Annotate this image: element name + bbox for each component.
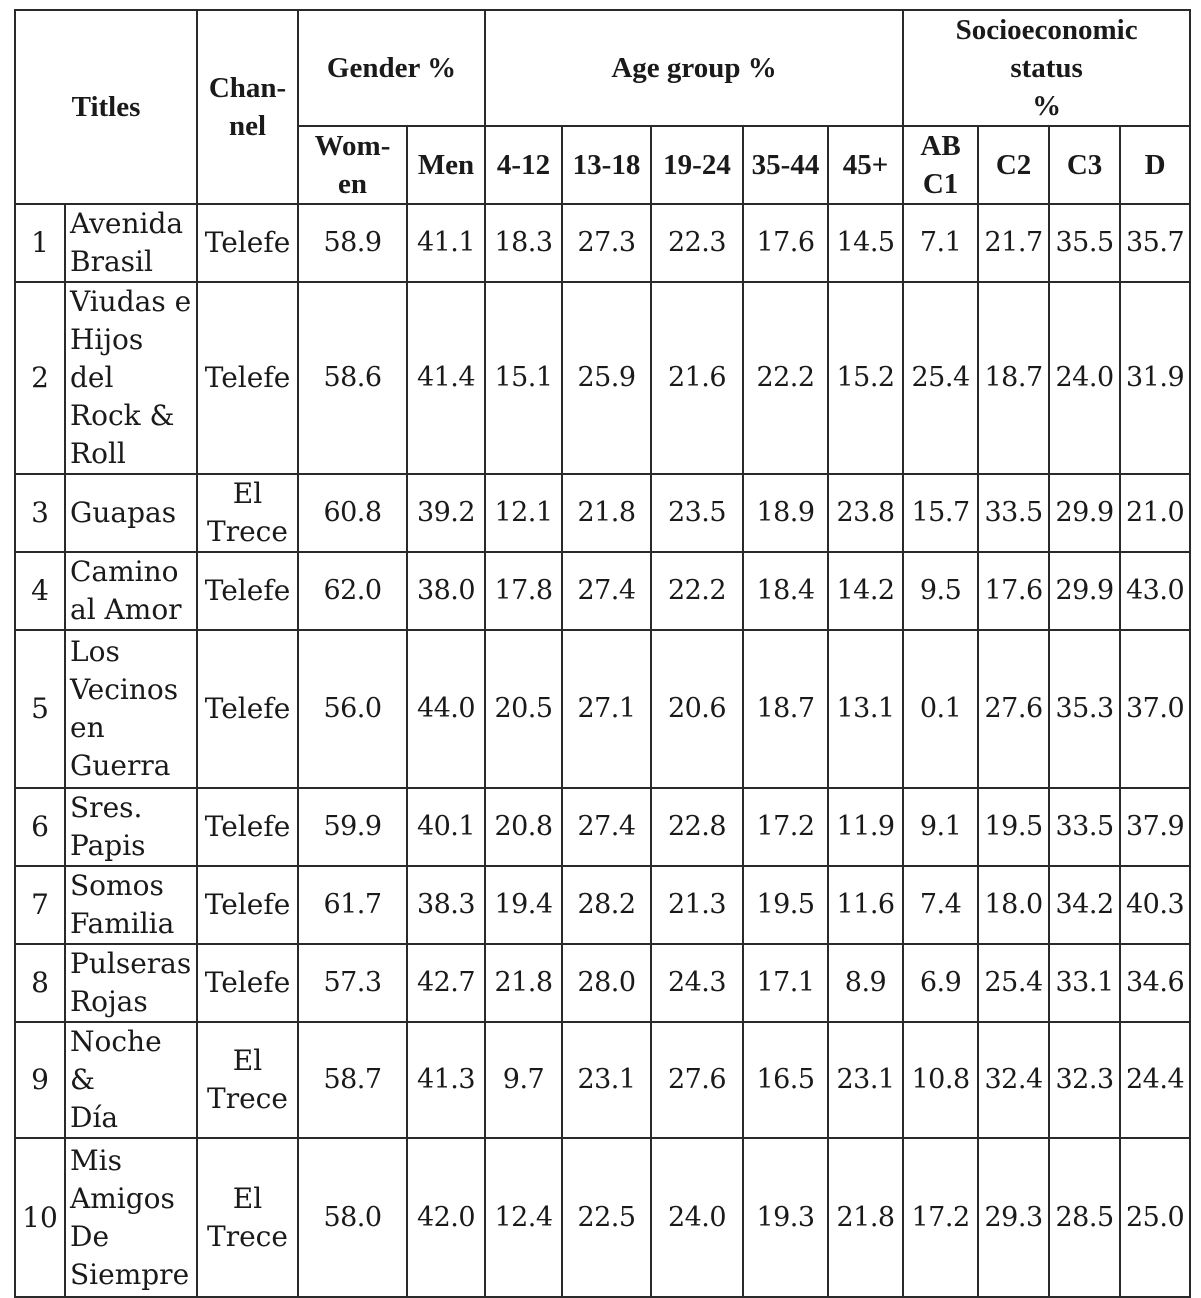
row-number: 5 xyxy=(15,630,65,788)
row-value: 27.6 xyxy=(651,1022,743,1138)
row-value: 18.3 xyxy=(485,204,562,282)
row-title: Somos Familia xyxy=(65,866,197,944)
table-row xyxy=(15,1022,1190,1138)
row-value: 17.1 xyxy=(743,944,828,1022)
row-number: 10 xyxy=(15,1138,65,1297)
row-value: 57.3 xyxy=(298,944,407,1022)
row-value: 29.9 xyxy=(1049,552,1120,630)
row-value: 25.9 xyxy=(562,282,651,474)
row-value: 39.2 xyxy=(407,474,485,552)
row-value: 7.4 xyxy=(903,866,978,944)
header-ses-abc1: AB C1 xyxy=(903,126,978,204)
row-value: 20.8 xyxy=(485,788,562,866)
row-value: 21.8 xyxy=(485,944,562,1022)
row-value: 17.2 xyxy=(743,788,828,866)
row-value: 13.1 xyxy=(828,630,903,788)
row-value: 9.5 xyxy=(903,552,978,630)
table-row xyxy=(15,1138,1190,1297)
row-value: 7.1 xyxy=(903,204,978,282)
row-value: 35.5 xyxy=(1049,204,1120,282)
row-channel: Telefe xyxy=(197,866,298,944)
row-title: Avenida Brasil xyxy=(65,204,197,282)
row-channel: Telefe xyxy=(197,630,298,788)
row-value: 32.4 xyxy=(978,1022,1049,1138)
row-value: 27.6 xyxy=(978,630,1049,788)
row-value: 21.7 xyxy=(978,204,1049,282)
header-gender: Gender % xyxy=(298,10,485,126)
row-value: 12.4 xyxy=(485,1138,562,1297)
table-row xyxy=(15,630,1190,788)
row-value: 0.1 xyxy=(903,630,978,788)
row-number: 2 xyxy=(15,282,65,474)
row-value: 21.3 xyxy=(651,866,743,944)
row-value: 42.0 xyxy=(407,1138,485,1297)
row-value: 40.1 xyxy=(407,788,485,866)
table-body xyxy=(15,204,1190,1297)
row-value: 15.1 xyxy=(485,282,562,474)
row-value: 58.0 xyxy=(298,1138,407,1297)
row-channel: El Trece xyxy=(197,474,298,552)
row-number: 8 xyxy=(15,944,65,1022)
row-value: 18.4 xyxy=(743,552,828,630)
row-value: 35.7 xyxy=(1120,204,1190,282)
row-title: Noche & Día xyxy=(65,1022,197,1138)
row-value: 32.3 xyxy=(1049,1022,1120,1138)
header-age-group: Age group % xyxy=(485,10,903,126)
row-title: Guapas xyxy=(65,474,197,552)
header-women: Wom- en xyxy=(298,126,407,204)
row-value: 38.3 xyxy=(407,866,485,944)
row-value: 41.3 xyxy=(407,1022,485,1138)
row-value: 59.9 xyxy=(298,788,407,866)
row-value: 41.1 xyxy=(407,204,485,282)
row-value: 37.0 xyxy=(1120,630,1190,788)
row-value: 11.6 xyxy=(828,866,903,944)
row-value: 8.9 xyxy=(828,944,903,1022)
row-value: 25.4 xyxy=(903,282,978,474)
row-value: 19.4 xyxy=(485,866,562,944)
row-value: 42.7 xyxy=(407,944,485,1022)
row-channel: Telefe xyxy=(197,788,298,866)
row-channel: Telefe xyxy=(197,204,298,282)
header-ses-c3: C3 xyxy=(1049,126,1120,204)
table-row xyxy=(15,788,1190,866)
row-value: 17.6 xyxy=(743,204,828,282)
row-number: 9 xyxy=(15,1022,65,1138)
row-value: 24.0 xyxy=(651,1138,743,1297)
row-value: 23.1 xyxy=(828,1022,903,1138)
header-age-19-24: 19-24 xyxy=(651,126,743,204)
row-value: 34.2 xyxy=(1049,866,1120,944)
row-value: 28.5 xyxy=(1049,1138,1120,1297)
row-value: 20.5 xyxy=(485,630,562,788)
row-value: 31.9 xyxy=(1120,282,1190,474)
row-value: 21.8 xyxy=(562,474,651,552)
row-title: Pulseras Rojas xyxy=(65,944,197,1022)
row-channel: Telefe xyxy=(197,552,298,630)
table-row xyxy=(15,282,1190,474)
row-value: 27.4 xyxy=(562,552,651,630)
row-value: 28.0 xyxy=(562,944,651,1022)
row-value: 58.9 xyxy=(298,204,407,282)
row-value: 22.3 xyxy=(651,204,743,282)
header-age-13-18: 13-18 xyxy=(562,126,651,204)
row-channel: El Trece xyxy=(197,1022,298,1138)
row-value: 16.5 xyxy=(743,1022,828,1138)
header-ses-c2: C2 xyxy=(978,126,1049,204)
row-value: 58.7 xyxy=(298,1022,407,1138)
row-value: 43.0 xyxy=(1120,552,1190,630)
row-value: 9.1 xyxy=(903,788,978,866)
row-number: 6 xyxy=(15,788,65,866)
row-value: 60.8 xyxy=(298,474,407,552)
row-value: 22.5 xyxy=(562,1138,651,1297)
row-value: 15.7 xyxy=(903,474,978,552)
row-title: Los Vecinos en Guerra xyxy=(65,630,197,788)
row-value: 20.6 xyxy=(651,630,743,788)
row-value: 19.3 xyxy=(743,1138,828,1297)
row-value: 9.7 xyxy=(485,1022,562,1138)
row-value: 15.2 xyxy=(828,282,903,474)
row-title: Camino al Amor xyxy=(65,552,197,630)
row-value: 27.1 xyxy=(562,630,651,788)
row-value: 21.8 xyxy=(828,1138,903,1297)
row-value: 35.3 xyxy=(1049,630,1120,788)
row-title: Viudas e Hijos del Rock & Roll xyxy=(65,282,197,474)
row-value: 19.5 xyxy=(978,788,1049,866)
header-age-45-plus: 45+ xyxy=(828,126,903,204)
row-value: 44.0 xyxy=(407,630,485,788)
header-socioeconomic: Socioeconomic status % xyxy=(903,10,1190,126)
row-value: 22.2 xyxy=(651,552,743,630)
row-value: 18.9 xyxy=(743,474,828,552)
row-value: 27.4 xyxy=(562,788,651,866)
row-value: 33.5 xyxy=(978,474,1049,552)
row-value: 41.4 xyxy=(407,282,485,474)
header-men: Men xyxy=(407,126,485,204)
audience-table xyxy=(14,9,1191,1298)
row-value: 22.8 xyxy=(651,788,743,866)
table-row xyxy=(15,944,1190,1022)
row-number: 1 xyxy=(15,204,65,282)
header-channel: Chan- nel xyxy=(197,10,298,204)
row-value: 14.5 xyxy=(828,204,903,282)
header-age-4-12: 4-12 xyxy=(485,126,562,204)
row-value: 11.9 xyxy=(828,788,903,866)
header-titles: Titles xyxy=(15,10,197,204)
header-row-top xyxy=(15,10,1190,126)
row-value: 18.0 xyxy=(978,866,1049,944)
row-value: 12.1 xyxy=(485,474,562,552)
row-value: 29.3 xyxy=(978,1138,1049,1297)
row-value: 61.7 xyxy=(298,866,407,944)
row-value: 22.2 xyxy=(743,282,828,474)
header-age-35-44: 35-44 xyxy=(743,126,828,204)
row-value: 24.3 xyxy=(651,944,743,1022)
row-value: 17.8 xyxy=(485,552,562,630)
row-value: 34.6 xyxy=(1120,944,1190,1022)
row-value: 62.0 xyxy=(298,552,407,630)
row-value: 33.5 xyxy=(1049,788,1120,866)
row-title: Sres. Papis xyxy=(65,788,197,866)
table-row xyxy=(15,552,1190,630)
row-value: 25.4 xyxy=(978,944,1049,1022)
row-value: 18.7 xyxy=(743,630,828,788)
row-value: 19.5 xyxy=(743,866,828,944)
table-row xyxy=(15,474,1190,552)
row-value: 24.4 xyxy=(1120,1022,1190,1138)
row-title: Mis Amigos De Siempre xyxy=(65,1138,197,1297)
row-value: 17.2 xyxy=(903,1138,978,1297)
row-value: 10.8 xyxy=(903,1022,978,1138)
row-value: 28.2 xyxy=(562,866,651,944)
row-value: 17.6 xyxy=(978,552,1049,630)
row-value: 56.0 xyxy=(298,630,407,788)
row-number: 7 xyxy=(15,866,65,944)
row-value: 38.0 xyxy=(407,552,485,630)
row-value: 18.7 xyxy=(978,282,1049,474)
row-value: 29.9 xyxy=(1049,474,1120,552)
row-number: 4 xyxy=(15,552,65,630)
row-value: 23.5 xyxy=(651,474,743,552)
row-value: 27.3 xyxy=(562,204,651,282)
row-value: 21.6 xyxy=(651,282,743,474)
row-value: 24.0 xyxy=(1049,282,1120,474)
row-value: 23.1 xyxy=(562,1022,651,1138)
row-value: 21.0 xyxy=(1120,474,1190,552)
row-channel: El Trece xyxy=(197,1138,298,1297)
row-value: 25.0 xyxy=(1120,1138,1190,1297)
row-value: 14.2 xyxy=(828,552,903,630)
header-ses-d: D xyxy=(1120,126,1190,204)
row-value: 58.6 xyxy=(298,282,407,474)
row-value: 6.9 xyxy=(903,944,978,1022)
table-row xyxy=(15,204,1190,282)
row-value: 40.3 xyxy=(1120,866,1190,944)
row-value: 23.8 xyxy=(828,474,903,552)
row-value: 33.1 xyxy=(1049,944,1120,1022)
row-number: 3 xyxy=(15,474,65,552)
table-row xyxy=(15,866,1190,944)
row-value: 37.9 xyxy=(1120,788,1190,866)
row-channel: Telefe xyxy=(197,282,298,474)
row-channel: Telefe xyxy=(197,944,298,1022)
